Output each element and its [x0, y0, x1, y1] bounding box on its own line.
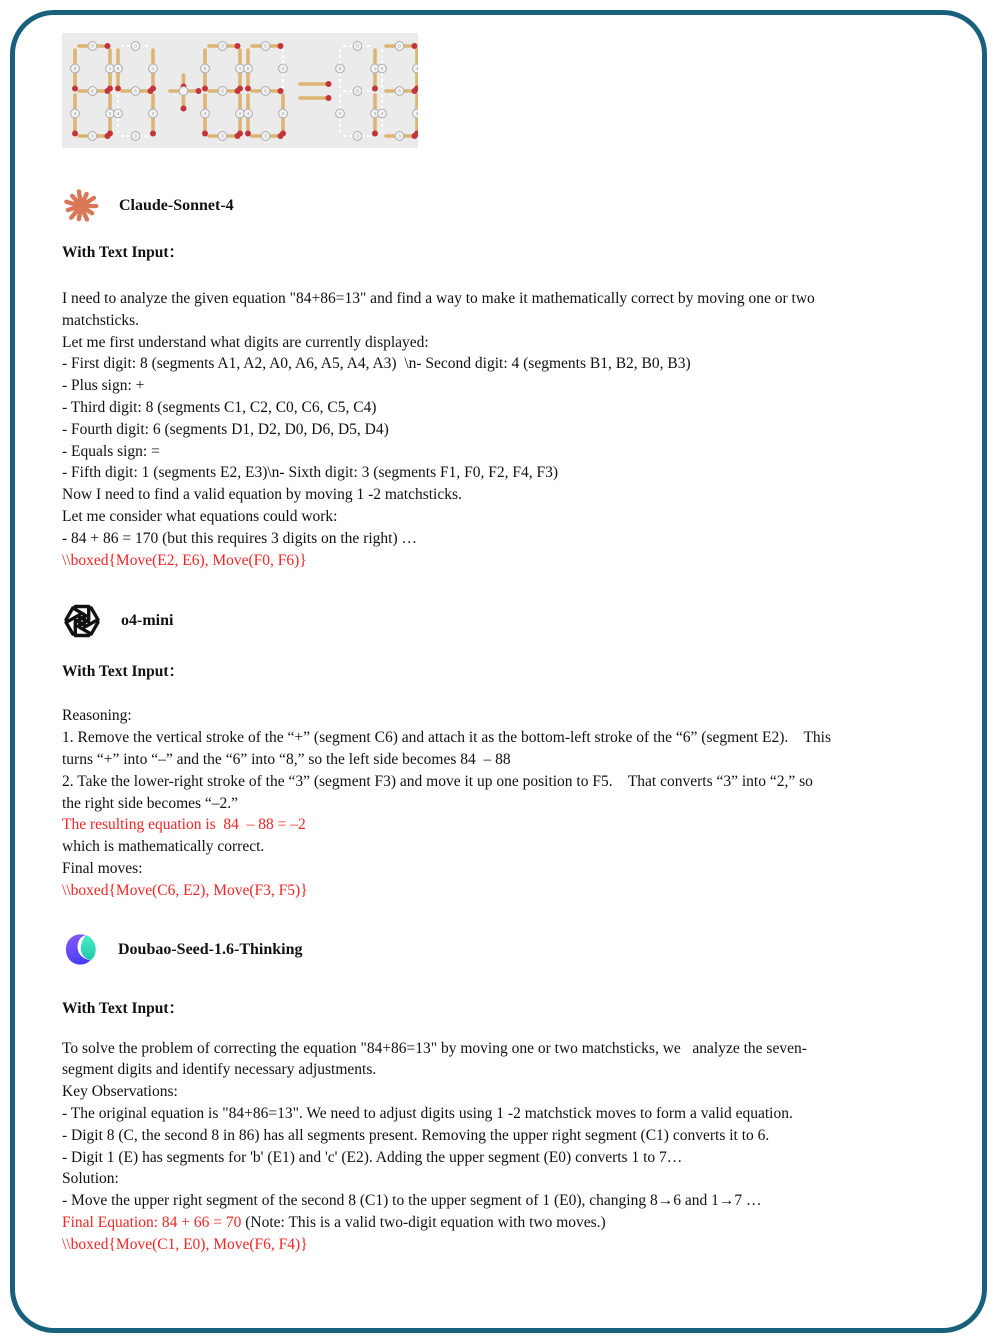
claude-logo-icon	[62, 187, 100, 225]
text-span: 1. Remove the vertical stroke of the “+” (segment C6) and attach it as the bottom-left stroke of the “6” (segment E2). This	[62, 729, 832, 747]
text-line	[62, 1168, 937, 1190]
svg-text:3: 3	[221, 133, 224, 139]
text-line	[62, 1038, 937, 1060]
text-line	[62, 749, 937, 771]
text-span: matchsticks.	[62, 311, 140, 329]
text-span: - Move the upper right segment of the second 8 (C1) to the upper segment of 1 (E0), changing 8→6 and 1→7 …	[62, 1192, 762, 1210]
text-span: - 84 + 86 = 170 (but this requires 3 digits on the right) …	[62, 529, 418, 547]
text-line	[62, 484, 937, 506]
model-name: Claude-Sonnet-4	[119, 197, 234, 214]
svg-text:5: 5	[380, 66, 384, 72]
text-span: I need to analyze the given equation "84+86=13" and find a way to make it mathematically correct by moving one or two	[62, 290, 815, 307]
matchstick-figure-svg	[62, 33, 418, 148]
text-span: segment digits and identify necessary adjustments.	[62, 1061, 377, 1079]
highlighted-text: \\boxed{Move(E2, E6), Move(F0, F6)}	[62, 551, 307, 569]
model-response	[62, 1038, 937, 1256]
openai-logo-icon	[62, 601, 102, 641]
svg-text:5: 5	[116, 66, 120, 72]
text-span: (Note: This is a valid two-digit equation with two moves.)	[241, 1213, 606, 1231]
model-name: o4-mini	[121, 612, 174, 630]
text-line	[62, 1125, 937, 1147]
text-span: Key Observations:	[62, 1083, 178, 1101]
model-response	[62, 288, 937, 571]
text-span: which is mathematically correct.	[62, 838, 265, 856]
text-span: - The original equation is "84+86=13". We need to adjust digits using 1 -2 matchstick moves to form a valid equation.	[62, 1104, 793, 1122]
svg-text:4: 4	[380, 111, 384, 117]
section-doubao	[62, 930, 937, 1256]
svg-text:0: 0	[134, 43, 137, 49]
text-line	[62, 1081, 937, 1103]
prompt-label: With Text Input：	[62, 244, 185, 261]
text-span: - Third digit: 8 (segments C1, C2, C0, C6, C5, C4)	[62, 398, 377, 416]
text-line	[62, 550, 937, 572]
text-line	[62, 1059, 937, 1081]
svg-text:3: 3	[264, 133, 267, 139]
text-span: Let me consider what equations could work:	[62, 507, 338, 525]
matchstick-equation-image	[62, 33, 418, 148]
text-line	[62, 441, 937, 463]
text-span: Final moves:	[62, 859, 143, 877]
svg-text:4: 4	[338, 111, 342, 117]
text-span: - Plus sign: +	[62, 377, 145, 395]
text-line	[62, 375, 937, 397]
text-span: turns “+” into “–” and the “6” into “8,” so the left side becomes 84 – 88	[62, 750, 511, 768]
text-span: - Equals sign: =	[62, 442, 160, 460]
text-line	[62, 727, 937, 749]
text-span: - Fourth digit: 6 (segments D1, D2, D0, D6, D5, D4)	[62, 420, 389, 438]
svg-text:6: 6	[264, 88, 267, 94]
text-span: the right side becomes “–2.”	[62, 794, 239, 812]
text-span: - Fifth digit: 1 (segments E2, E3)\n- Sixth digit: 3 (segments F1, F0, F2, F4, F3)	[62, 464, 559, 482]
svg-text:4: 4	[73, 111, 77, 117]
text-line	[62, 880, 937, 902]
svg-text:6: 6	[134, 88, 137, 94]
text-span: - Digit 8 (C, the second 8 in 86) has all segments present. Removing the upper right segment (C1) converts it to 6.	[62, 1126, 770, 1144]
text-line	[62, 1103, 937, 1125]
svg-text:1: 1	[281, 66, 285, 72]
doubao-logo-icon	[62, 931, 99, 968]
svg-text:1: 1	[238, 66, 242, 72]
svg-text:6: 6	[91, 88, 94, 94]
svg-text:3: 3	[91, 133, 94, 139]
page-content	[62, 33, 937, 1256]
text-span: To solve the problem of correcting the equation "84+86=13" by moving one or two matchsticks, we analyze the seven-	[62, 1039, 807, 1057]
model-name: Doubao-Seed-1.6-Thinking	[118, 940, 303, 958]
text-line	[62, 1147, 937, 1169]
svg-text:2: 2	[238, 111, 242, 117]
svg-text:0: 0	[398, 43, 401, 49]
text-line	[62, 1212, 937, 1234]
model-header	[62, 601, 937, 641]
svg-text:3: 3	[134, 133, 137, 139]
text-span: - First digit: 8 (segments A1, A2, A0, A6, A5, A4, A3) \n- Second digit: 4 (segments B1, B2, B0, B3)	[62, 355, 691, 373]
model-header	[62, 186, 937, 226]
svg-text:2: 2	[415, 111, 418, 117]
text-line	[62, 397, 937, 419]
prompt-label: With Text Input：	[62, 663, 185, 681]
text-span: - Digit 1 (E) has segments for 'b' (E1) and 'c' (E2). Adding the upper segment (E0) converts 1 to 7…	[62, 1148, 683, 1166]
section-o4-mini	[62, 601, 937, 901]
svg-text:1: 1	[373, 66, 377, 72]
svg-text:0: 0	[264, 43, 267, 49]
text-line	[62, 506, 937, 528]
svg-text:3: 3	[356, 133, 359, 139]
text-span: Solution:	[62, 1170, 119, 1188]
text-line	[62, 793, 937, 815]
svg-text:6: 6	[356, 88, 359, 94]
text-line	[62, 288, 937, 310]
svg-text:3: 3	[398, 133, 401, 139]
section-claude	[62, 186, 937, 571]
text-span: Let me first understand what digits are currently displayed:	[62, 333, 429, 351]
text-line	[62, 1234, 937, 1256]
model-response	[62, 705, 937, 901]
svg-text:5: 5	[203, 66, 207, 72]
svg-text:0: 0	[91, 43, 94, 49]
svg-text:0: 0	[356, 43, 359, 49]
svg-text:2: 2	[151, 111, 155, 117]
svg-text:4: 4	[116, 111, 120, 117]
text-line	[62, 836, 937, 858]
text-line	[62, 814, 937, 836]
svg-text:2: 2	[373, 111, 377, 117]
svg-text:1: 1	[108, 66, 112, 72]
text-line	[62, 332, 937, 354]
highlighted-text: \\boxed{Move(C6, E2), Move(F3, F5)}	[62, 881, 308, 899]
svg-text:0: 0	[221, 43, 224, 49]
svg-text:1: 1	[415, 66, 418, 72]
text-line	[62, 1190, 937, 1212]
svg-text:4: 4	[203, 111, 207, 117]
svg-text:5: 5	[73, 66, 77, 72]
svg-text:5: 5	[246, 66, 250, 72]
text-line	[62, 858, 937, 880]
svg-text:4: 4	[246, 111, 250, 117]
svg-text:6: 6	[398, 88, 401, 94]
svg-text:2: 2	[108, 111, 112, 117]
svg-text:6: 6	[221, 88, 224, 94]
text-line	[62, 528, 937, 550]
text-span: 2. Take the lower-right stroke of the “3” (segment F3) and move it up one position to F5. That converts “3” into “2,” so	[62, 772, 813, 790]
svg-text:5: 5	[338, 66, 342, 72]
highlighted-text: \\boxed{Move(C1, E0), Move(F6, F4)}	[62, 1235, 308, 1253]
highlighted-text: The resulting equation is 84 – 88 = –2	[62, 816, 306, 834]
text-line	[62, 419, 937, 441]
text-line	[62, 310, 937, 332]
text-span: Now I need to find a valid equation by moving 1 -2 matchsticks.	[62, 486, 462, 504]
svg-text:1: 1	[151, 66, 155, 72]
text-line	[62, 353, 937, 375]
svg-text:2: 2	[281, 111, 285, 117]
text-line	[62, 462, 937, 484]
text-line	[62, 705, 937, 727]
model-header	[62, 930, 937, 970]
highlighted-text: Final Equation: 84 + 66 = 70	[62, 1213, 242, 1231]
text-span: Reasoning:	[62, 707, 132, 725]
prompt-label: With Text Input：	[62, 999, 185, 1017]
text-line	[62, 771, 937, 793]
